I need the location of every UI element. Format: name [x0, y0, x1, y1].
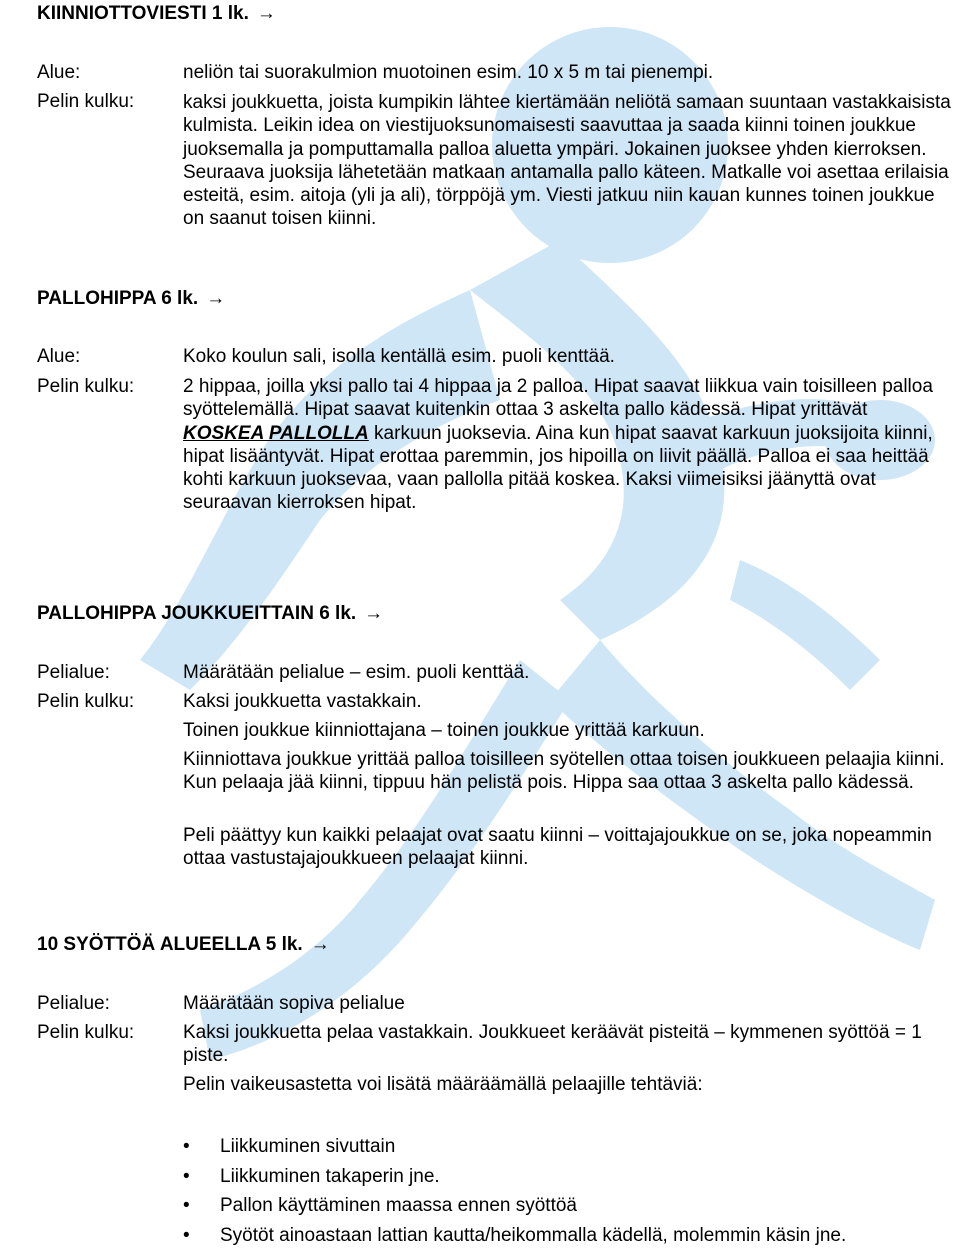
game-flow-text-part: karkuun juoksevia. Aina kun hipat saavat karkuun juoksijoita kiinni, hipat lisääntyvät. Hipat erottaa paremmin, jos hipoilla on liivit päällä. Palloa ei saa heittää kohti karkuun juoksevaa, vaan pallolla pitää koskea. Kaksi viimeisiksi jäänyttä ovat seuraavan kierroksen hipat.	[183, 423, 933, 514]
section-title-pallohippa	[37, 287, 225, 311]
play-area-text: Määrätään pelialue – esim. puoli kenttää.	[183, 661, 529, 685]
area-label: Alue:	[37, 61, 80, 85]
play-area-label: Pelialue:	[37, 661, 110, 685]
list-item: • Liikkuminen takaperin jne.	[183, 1162, 846, 1192]
section-title-text: 10 SYÖTTÖÄ ALUEELLA 5 lk.	[37, 934, 303, 955]
area-text: neliön tai suorakulmion muotoinen esim. 10 x 5 m tai pienempi.	[183, 61, 713, 85]
game-flow-label: Pelin kulku:	[37, 375, 134, 399]
game-flow-paragraph: Kaksi joukkuetta pelaa vastakkain. Joukkueet keräävät pisteitä – kymmenen syöttöä = 1 piste.	[183, 1021, 953, 1068]
game-flow-label: Pelin kulku:	[37, 690, 134, 714]
play-area-text: Määrätään sopiva pelialue	[183, 992, 405, 1016]
game-flow-text: kaksi joukkuetta, joista kumpikin lähtee kiertämään neliötä samaan suuntaan vastakkaisista kulmista. Leikin idea on viestijuoksunomaisesti saavuttaa ja saada kiinni toinen joukkue juoksemalla ja pomputtamalla palloa aluetta ympäri. Jokainen juoksee yhden kierroksen. Seuraava juoksija lähetetään matkaan antamalla pallo käteen. Matkalle voi asettaa erilaisia esteitä, esim. aitoja (yli ja ali), törppöjä ym. Viesti jatkuu niin kauan kunnes toinen joukkue on saanut toisen kiinni.	[183, 91, 953, 231]
game-flow-text	[183, 375, 953, 515]
section-title-pallohippa-joukkueittain	[37, 602, 383, 626]
emphasis-text: KOSKEA PALLOLLA	[183, 423, 369, 444]
section-title-text: KIINNIOTTOVIESTI 1 lk.	[37, 3, 249, 24]
game-flow-paragraph: Kiinniottava joukkue yrittää palloa toisilleen syötellen ottaa toisen joukkueen pelaajia kiinni. Kun pelaaja jää kiinni, tippuu hän pelistä pois. Hippa saa ottaa 3 askelta pallo kädessä.	[183, 748, 953, 795]
section-title-text: PALLOHIPPA JOUKKUEITTAIN 6 lk.	[37, 603, 356, 624]
arrow-right-icon: →	[311, 934, 330, 955]
game-flow-paragraph: Pelin vaikeusastetta voi lisätä määräämällä pelaajille tehtäviä:	[183, 1073, 703, 1097]
list-item: • Syötöt ainoastaan lattian kautta/heikommalla kädellä, molemmin käsin jne.	[183, 1221, 846, 1250]
section-title-kiinniottoviesti	[37, 2, 276, 26]
section-title-text: PALLOHIPPA 6 lk.	[37, 288, 198, 309]
arrow-right-icon: →	[257, 3, 276, 24]
game-flow-label: Pelin kulku:	[37, 1021, 134, 1045]
area-label: Alue:	[37, 345, 80, 369]
game-flow-paragraph: Toinen joukkue kiinniottajana – toinen joukkue yrittää karkuun.	[183, 719, 705, 743]
list-item: • Pallon käyttäminen maassa ennen syöttöä	[183, 1191, 846, 1221]
game-flow-label: Pelin kulku:	[37, 90, 134, 114]
play-area-label: Pelialue:	[37, 992, 110, 1016]
arrow-right-icon: →	[364, 603, 383, 624]
section-title-10-syottoa	[37, 933, 330, 957]
game-flow-text-part: 2 hippaa, joilla yksi pallo tai 4 hippaa ja 2 palloa. Hipat saavat liikkua vain toisilleen palloa syöttelemällä. Hipat saavat kuitenkin ottaa 3 askelta pallo kädessä. Hipat yrittävät	[183, 376, 933, 420]
arrow-right-icon: →	[206, 288, 225, 309]
area-text: Koko koulun sali, isolla kentällä esim. puoli kenttää.	[183, 345, 615, 369]
game-flow-paragraph: Peli päättyy kun kaikki pelaajat ovat saatu kiinni – voittajajoukkue on se, joka nopeammin ottaa vastustajajoukkueen pelaajat kiinni.	[183, 824, 953, 871]
task-list	[183, 1132, 846, 1250]
game-flow-paragraph: Kaksi joukkuetta vastakkain.	[183, 690, 422, 714]
list-item: • Liikkuminen sivuttain	[183, 1132, 846, 1162]
